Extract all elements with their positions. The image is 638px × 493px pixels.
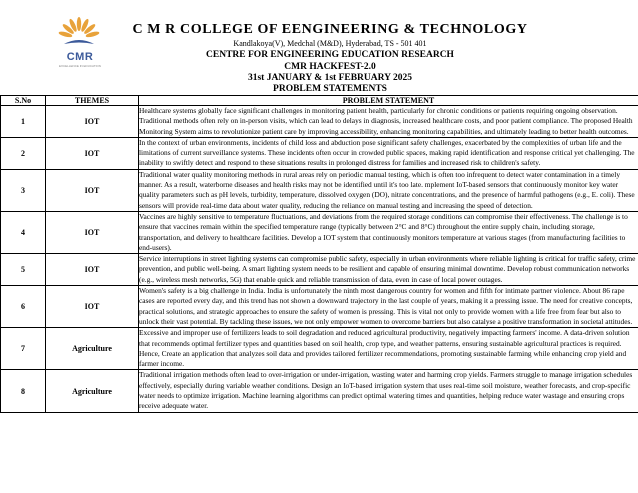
- table-row: [1, 328, 638, 370]
- row-sno: 6: [1, 286, 46, 328]
- college-name: C M R COLLEGE OF EENGINEERING & TECHNOLOGY: [132, 22, 528, 37]
- row-sno: 1: [1, 106, 46, 138]
- row-theme: IOT: [46, 106, 139, 138]
- event-name: CMR HACKFEST-2.0: [284, 62, 376, 72]
- table-row: [1, 211, 638, 253]
- row-sno: 4: [1, 211, 46, 253]
- table-row: [1, 370, 638, 412]
- row-theme: IOT: [46, 169, 139, 211]
- table-row: [1, 137, 638, 169]
- row-statement: Traditional irrigation methods often lead to over-irrigation or under-irrigation, wasting water and harming crop yields. Farmers struggle to manage irrigation schedules effectively, especially during variable weather conditions. Design an IoT-based irrigation system that uses real-time soil moisture, weather forecasts, and crop-specific water needs to optimize irrigation. Machine learning algorithms can predict optimal watering times and quantities, helping reduce water wastage and ensuring crops receive adequate water.: [139, 370, 638, 412]
- table-row: [1, 254, 638, 286]
- problem-statements-table: [0, 95, 638, 413]
- row-theme: IOT: [46, 286, 139, 328]
- event-dates: 31st JANUARY & 1st FEBRUARY 2025: [247, 73, 413, 83]
- logo-wordmark: CMR: [66, 51, 94, 63]
- row-sno: 5: [1, 254, 46, 286]
- row-sno: 7: [1, 328, 46, 370]
- row-theme: Agriculture: [46, 370, 139, 412]
- table-row: [1, 169, 638, 211]
- table-row: [1, 106, 638, 138]
- section-title: PROBLEM STATEMENTS: [273, 84, 387, 94]
- row-statement: Traditional water quality monitoring methods in rural areas rely on periodic manual testing, which is often too infrequent to detect water contamination in a timely manner. As a result, waterborne diseases and health risks may not be identified until it's too late. mplement IoT-based sensors that continuously monitor key water quality parameters such as pH levels, turbidity, temperature, dissolved oxygen (DO), nitrate concentrations, and the presence of harmful pathogens (e.g., E. coli). These sensors will provide real-time data about water quality, reducing the reliance on manual testing and increasing the speed of detection.: [139, 169, 638, 211]
- row-theme: IOT: [46, 254, 139, 286]
- row-statement: Vaccines are highly sensitive to temperature fluctuations, and deviations from the required storage conditions can compromise their effectiveness. The challenge is to ensure that vaccines remain within the specified temperature range (typically between 2°C and 8°C) throughout the entire supply chain, including storage, transportation, and delivery to healthcare facilities. Develop a IOT system that continuously monitors temperature at various stages (from manufacturing facilities to end-users).: [139, 211, 638, 253]
- row-statement: Women's safety is a big challenge in India. India is unfortunately the ninth most dangerous country for women and fifth for intimate partner violence. About 86 rape cases are reported every day, and this trend has not shown a downward trajectory in the last couple of years, making it a pressing issue. The need for creative concepts, practical solutions, and strategic approaches to ensure the safety of women is pressing. This is vital not only to provide women with a life free from fear but also to unlock their vast potential. By tackling these issues, we not only empower women to overcome barriers but also catalyse a positive transformation in societal attitudes.: [139, 286, 638, 328]
- table-header-row: [1, 96, 638, 106]
- table-row: [1, 286, 638, 328]
- row-theme: IOT: [46, 137, 139, 169]
- document-header: [0, 0, 638, 97]
- row-statement: In the context of urban environments, incidents of child loss and abduction pose significant safety challenges, exacerbated by the complexities of urban life and the limitations of current surveillance systems. These incidents often occur in crowded public spaces, making rapid identification and response critical yet challenging. The inability to swiftly detect and respond to these situations results in prolonged distress for families and increased risk to children's safety.: [139, 137, 638, 169]
- centre-name: CENTRE FOR ENGINEERING EDUCATION RESEARCH: [206, 50, 454, 60]
- row-statement: Excessive and improper use of fertilizers leads to soil degradation and reduced agricultural productivity, negatively impacting farmers' income. A data-driven solution that recommends optimal fertilizer types and quantities based on soil health, crop type, and weather patterns, ensuring sustainable agricultural practices is required. Hence, Create an application that analyzes soil data and provides tailored fertilizer recommendations, promoting sustainable farming while enhancing crop yield and farmer income.: [139, 328, 638, 370]
- row-theme: IOT: [46, 211, 139, 253]
- header-themes: THEMES: [46, 96, 139, 106]
- college-address: Kandlakoya(V), Medchal (M&D), Hyderabad, TS - 501 401: [233, 39, 427, 48]
- row-statement: Service interruptions in street lighting systems can compromise public safety, especially in urban environments where reliable lighting is critical for traffic safety, crime prevention, and public well-being. A smart lighting system needs to be resilient and capable of ensuring minimal downtime. Develop robust communication networks (e.g., wireless mesh networks, 5G) that enable quick and reliable transmission of data, even in case of local power outages.: [139, 254, 638, 286]
- row-sno: 2: [1, 137, 46, 169]
- header-statement: PROBLEM STATEMENT: [139, 96, 638, 106]
- logo-tagline: EXCELLENCE IN EDUCATION: [59, 64, 101, 68]
- row-sno: 8: [1, 370, 46, 412]
- row-theme: Agriculture: [46, 328, 139, 370]
- header-sno: S.No: [1, 96, 46, 106]
- row-sno: 3: [1, 169, 46, 211]
- row-statement: Healthcare systems globally face significant challenges in monitoring patient health, particularly for chronic conditions or patients requiring ongoing observation. Traditional methods often rely on in-person visits, which can lead to delays in diagnosis, increased healthcare costs, and poor patient compliance. The proposed Health Monitoring System aims to revolutionize patient care by improving accessibility, enhancing monitoring capabilities, and ultimately leading to better health outcomes.: [139, 106, 638, 138]
